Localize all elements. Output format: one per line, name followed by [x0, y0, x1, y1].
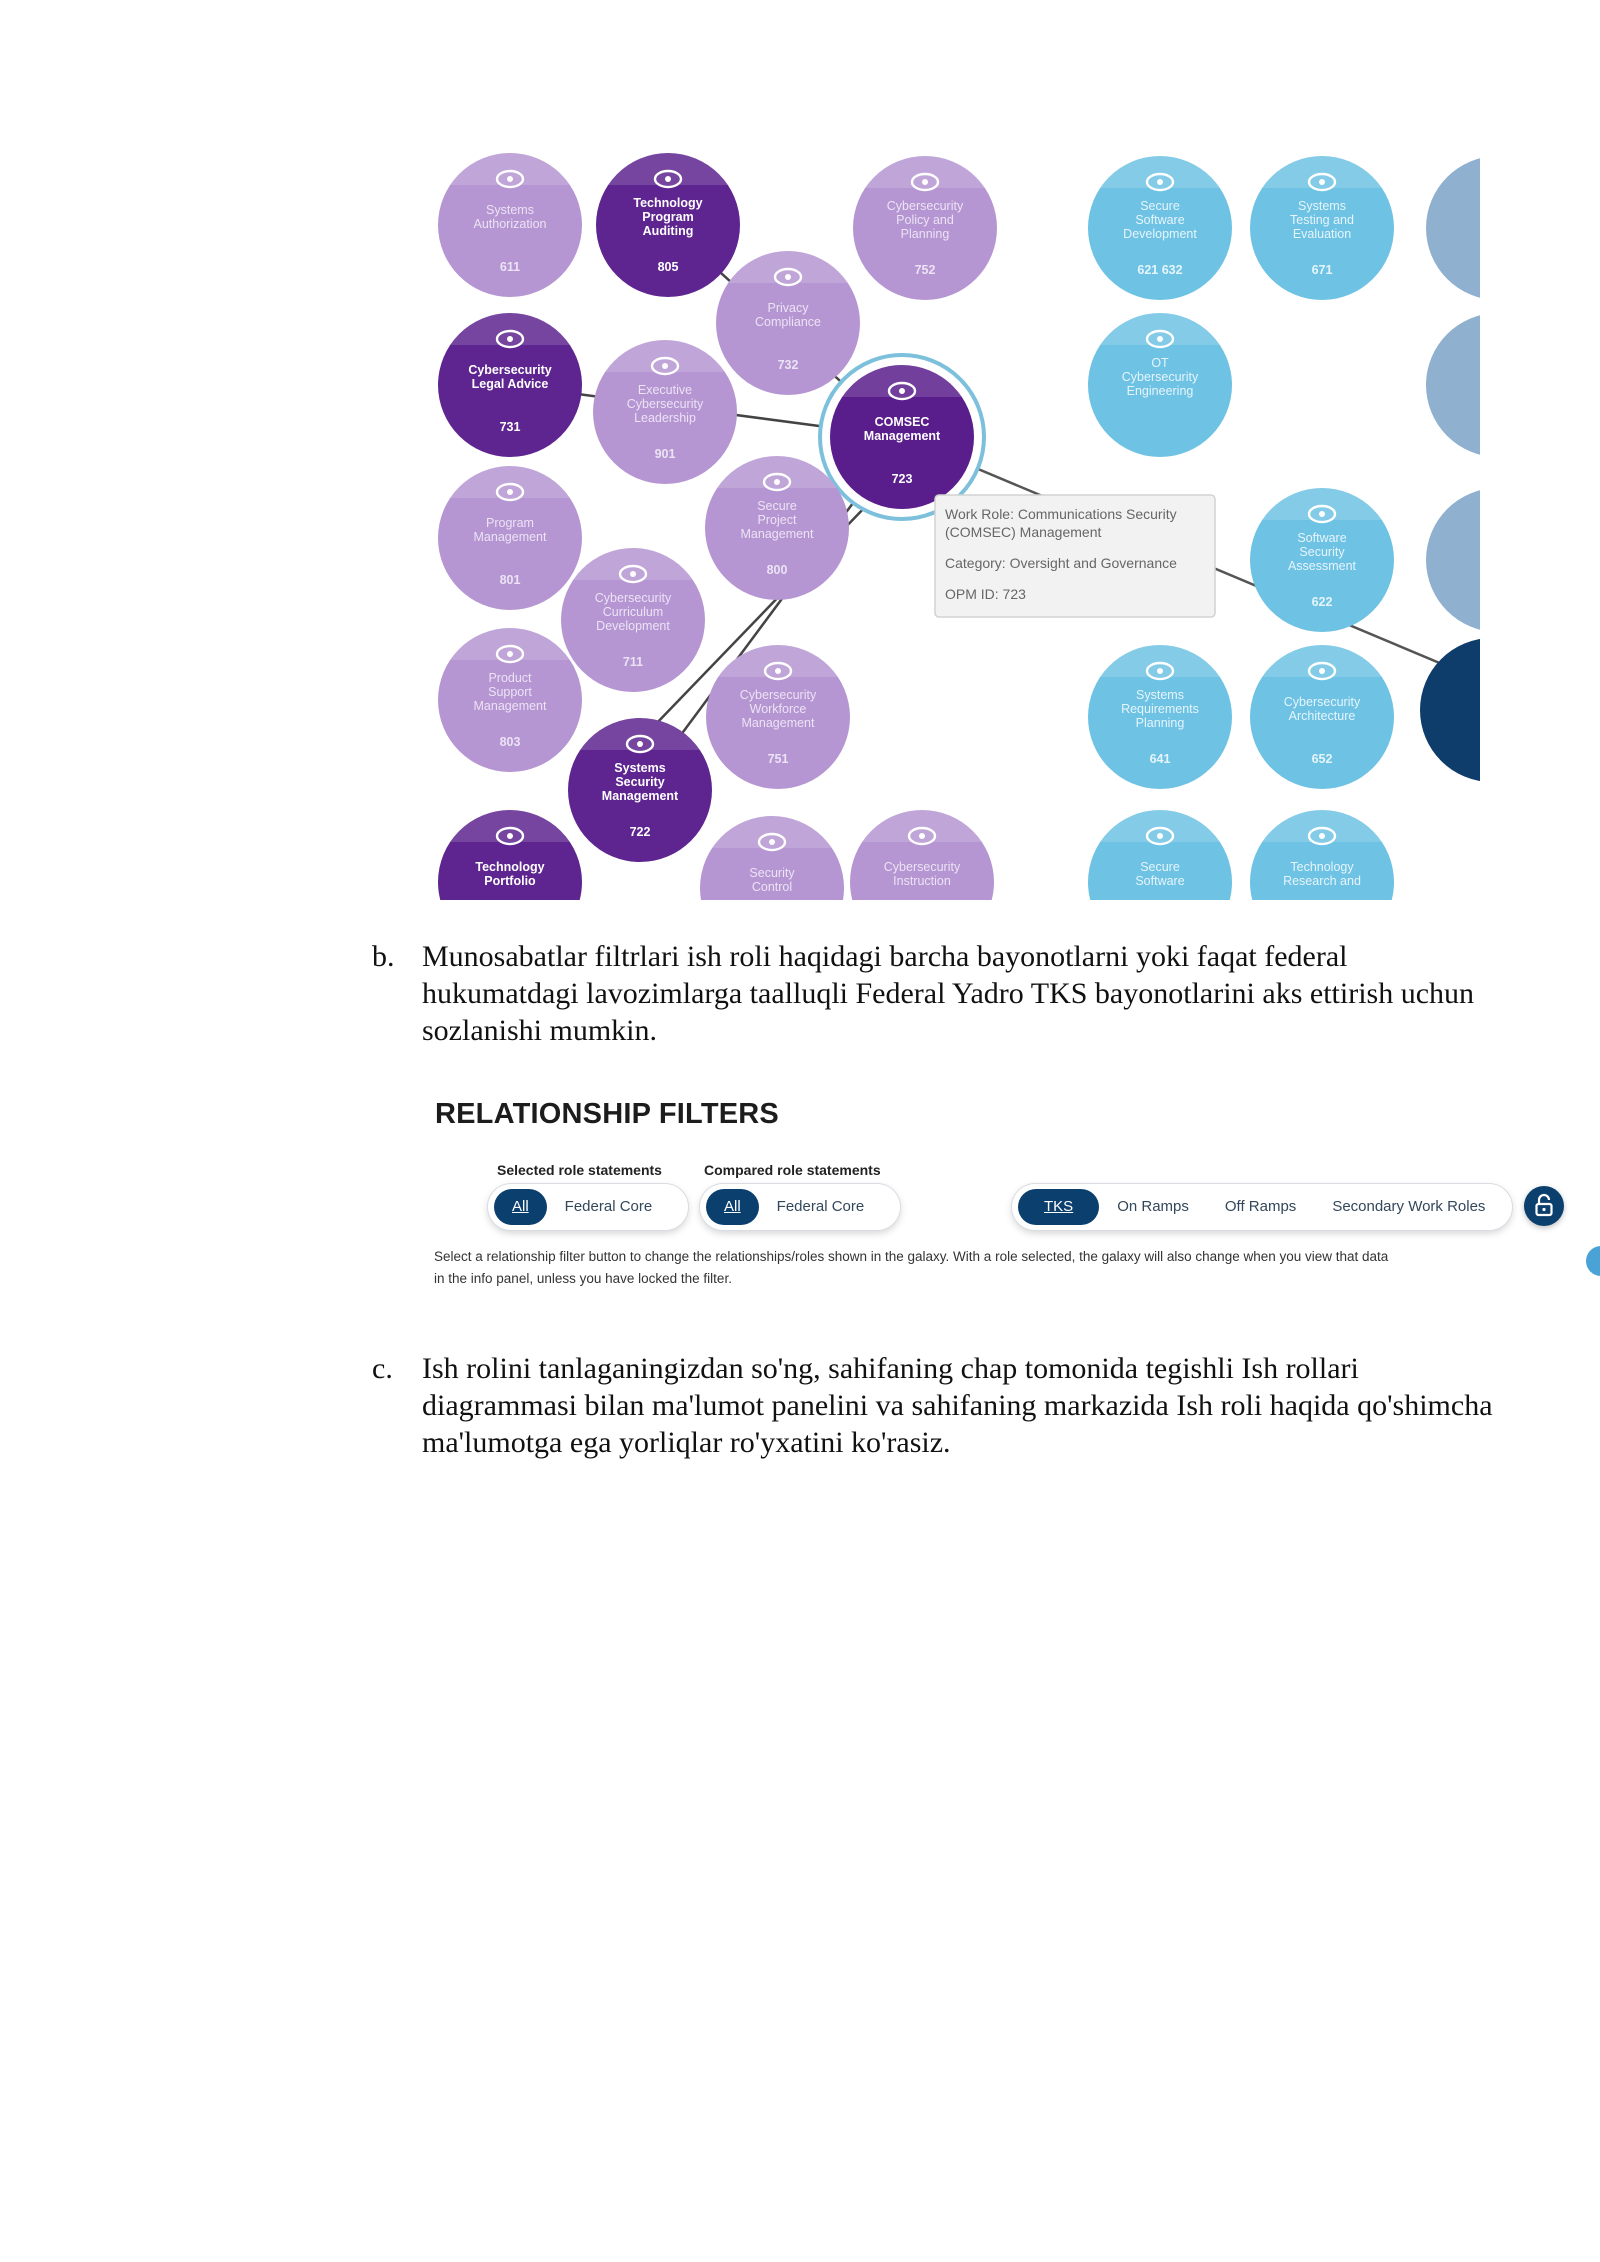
node-name: Secure [1140, 860, 1180, 874]
tooltip-line1: Work Role: Communications Security [945, 506, 1177, 522]
role-icon-center [769, 839, 775, 845]
node-id: 722 [629, 825, 651, 839]
galaxy-node-cybersecurity-policy-and-planning[interactable] [853, 156, 997, 300]
node-name: Evaluation [1292, 227, 1352, 241]
on-ramps-button[interactable]: On Ramps [1117, 1198, 1189, 1215]
node-name: Cybersecurity [739, 688, 817, 702]
node-name: Testing and [1290, 213, 1354, 227]
node-name: Product [488, 671, 532, 685]
paragraph-b-text: Munosabatlar filtrlari ish roli haqidagi barcha bayonotlarni yoki faqat federal hukumatdagi lavozimlarga taalluqli Federal Yadro TKS bayonotlarini aks ettirish uchun sozlanishi mumkin. [422, 940, 1475, 1047]
node-name: Instruction [893, 874, 951, 888]
node-name: Cybersecurity [626, 397, 704, 411]
node-id: 671 [1311, 263, 1333, 277]
galaxy-node-offscreen[interactable] [1426, 156, 1480, 300]
node-name: Authorization [473, 217, 547, 231]
node-id: 805 [657, 260, 679, 274]
galaxy-node-secure-software[interactable] [1088, 810, 1232, 900]
galaxy-node-systems-testing-and-evaluation[interactable] [1250, 156, 1394, 300]
node-name: Software [1135, 213, 1185, 227]
role-icon-center [507, 176, 513, 182]
galaxy-node-security-control[interactable] [700, 816, 844, 900]
node-id: 621 632 [1137, 263, 1183, 277]
galaxy-node-systems-security-management[interactable] [568, 718, 712, 862]
galaxy-node-systems-authorization[interactable] [438, 153, 582, 297]
node-name: Legal Advice [471, 377, 549, 391]
role-icon-center [1319, 511, 1325, 517]
node-name: Technology [475, 860, 545, 874]
paragraph-c-text: Ish rolini tanlaganingizdan so'ng, sahifaning chap tomonida tegishli Ish rollari diagrammasi bilan ma'lumot panelini va sahifaning markazida Ish roli haqida qo'shimcha ma'lumotga ega yorliqlar ro'yxatini ko'rasiz. [422, 1352, 1493, 1459]
node-name: Compliance [754, 315, 822, 329]
role-icon-center [507, 489, 513, 495]
role-icon-center [785, 274, 791, 280]
role-icon-center [1319, 833, 1325, 839]
role-icon-center [630, 571, 636, 577]
node-name: Architecture [1288, 709, 1356, 723]
node-name: Management [863, 429, 941, 443]
node-name: Security [615, 775, 665, 789]
node-name: COMSEC [874, 415, 930, 429]
filters-help-text [434, 1246, 1600, 1290]
node-id: 611 [499, 260, 521, 274]
selected-federal-core-button[interactable]: Federal Core [564, 1198, 653, 1215]
node-name: Management [473, 699, 547, 713]
node-id: 652 [1311, 752, 1333, 766]
compared-statements-toggle [700, 1184, 900, 1230]
tooltip-line3: Category: Oversight and Governance [945, 555, 1177, 571]
galaxy-node-systems-requirements-planning[interactable] [1088, 645, 1232, 789]
node-name: Planning [900, 227, 950, 241]
node-name: Engineering [1126, 384, 1194, 398]
role-icon-center [507, 833, 513, 839]
selected-all-button[interactable]: All [494, 1189, 547, 1225]
relationship-type-toggle [1012, 1184, 1512, 1230]
galaxy-node-cybersecurity-workforce-management[interactable] [706, 645, 850, 789]
galaxy-node-cybersecurity-curriculum-development[interactable] [561, 548, 705, 692]
role-icon-center [507, 651, 513, 657]
selected-statements-toggle [488, 1184, 688, 1230]
lock-filter-button[interactable] [1524, 1186, 1564, 1226]
node-name: Cybersecurity [883, 860, 961, 874]
relationship-filters-panel [420, 1090, 1600, 1305]
node-name: Workforce [749, 702, 807, 716]
node-name: Development [596, 619, 670, 633]
node-id: 751 [767, 752, 789, 766]
galaxy-node-ot-cybersecurity-engineering[interactable] [1088, 313, 1232, 457]
galaxy-node-technology-portfolio[interactable] [438, 810, 582, 900]
node-name: Control [751, 880, 793, 894]
node-name: Cybersecurity [468, 363, 552, 377]
work-role-galaxy [420, 140, 1480, 900]
node-id: 901 [654, 447, 676, 461]
galaxy-node-cybersecurity-architecture[interactable] [1250, 645, 1394, 789]
node-name: Cybersecurity [1283, 695, 1361, 709]
compared-all-button[interactable]: All [706, 1189, 759, 1225]
node-name: Systems [1136, 688, 1184, 702]
filters-help-line2: in the info panel, unless you have locked the filter. [434, 1271, 732, 1286]
role-icon-center [1157, 668, 1163, 674]
node-name: Cybersecurity [1121, 370, 1199, 384]
node-name: Privacy [767, 301, 809, 315]
galaxy-node-program-management[interactable] [438, 466, 582, 610]
tooltip-line2: (COMSEC) Management [945, 524, 1102, 540]
node-name: Management [740, 527, 814, 541]
filters-title: RELATIONSHIP FILTERS [435, 1098, 779, 1130]
node-name: Support [488, 685, 532, 699]
tooltip-line4: OPM ID: 723 [945, 586, 1026, 602]
node-id: 711 [622, 655, 644, 669]
galaxy-node-offscreen[interactable] [1426, 488, 1480, 632]
tks-button[interactable]: TKS [1018, 1189, 1099, 1225]
selected-role-statements-label: Selected role statements [497, 1162, 662, 1178]
node-id: 800 [766, 563, 788, 577]
role-icon-center [774, 479, 780, 485]
filters-help-line1: Select a relationship filter button to change the relationships/roles shown in the galaxy. With a role selected, the galaxy will also change when you view that data [434, 1249, 1389, 1264]
node-name: Research and [1283, 874, 1361, 888]
node-name: Security [1299, 545, 1345, 559]
galaxy-node-product-support-management[interactable] [438, 628, 582, 772]
node-name: Secure [1140, 199, 1180, 213]
node-name: Program [486, 516, 534, 530]
galaxy-diagram [420, 140, 1480, 900]
galaxy-node-software-security-assessment[interactable] [1250, 488, 1394, 632]
node-id: 801 [499, 573, 521, 587]
role-icon-center [637, 741, 643, 747]
role-tooltip [935, 495, 1215, 617]
node-id: 622 [1311, 595, 1333, 609]
compared-federal-core-button[interactable]: Federal Core [776, 1198, 865, 1215]
role-icon-center [1319, 179, 1325, 185]
node-name: Development [1123, 227, 1197, 241]
node-name: Planning [1135, 716, 1185, 730]
node-name: Assessment [1287, 559, 1357, 573]
role-icon-center [899, 388, 905, 394]
galaxy-node-cybersecurity-instruction[interactable] [850, 810, 994, 900]
node-name: Auditing [642, 224, 694, 238]
node-name: Cybersecurity [886, 199, 964, 213]
node-name: Policy and [896, 213, 954, 227]
role-icon-center [922, 179, 928, 185]
node-name: Project [757, 513, 797, 527]
role-icon-center [1319, 668, 1325, 674]
list-marker-c: c. [372, 1352, 393, 1385]
node-name: Requirements [1121, 702, 1199, 716]
node-name: Leadership [634, 411, 696, 425]
node-name: Technology [633, 196, 703, 210]
node-name: OT [1151, 356, 1169, 370]
node-id: 641 [1149, 752, 1171, 766]
galaxy-node-offscreen[interactable] [1426, 313, 1480, 457]
node-name: Systems [486, 203, 534, 217]
role-icon-center [919, 833, 925, 839]
off-ramps-button[interactable]: Off Ramps [1224, 1198, 1297, 1215]
node-id: 803 [499, 735, 521, 749]
role-icon-center [1157, 336, 1163, 342]
galaxy-node-technology-research-and[interactable] [1250, 810, 1394, 900]
role-icon-center [507, 336, 513, 342]
galaxy-node-technology-program-auditing[interactable] [596, 153, 740, 297]
node-name: Secure [757, 499, 797, 513]
galaxy-node-executive-cybersecurity-leadership[interactable] [593, 340, 737, 484]
galaxy-node-secure-project-management[interactable] [705, 456, 849, 600]
node-id: 752 [914, 263, 936, 277]
list-marker-b: b. [372, 940, 395, 973]
node-name: Executive [637, 383, 693, 397]
unlock-icon [1524, 1186, 1564, 1226]
node-id: 723 [891, 472, 913, 486]
role-icon-center [662, 363, 668, 369]
node-name: Management [741, 716, 815, 730]
node-name: Management [473, 530, 547, 544]
compared-role-statements-label: Compared role statements [704, 1162, 881, 1178]
galaxy-node-privacy-compliance[interactable] [716, 251, 860, 395]
galaxy-node-cybersecurity-legal-advice[interactable] [438, 313, 582, 457]
node-name: Systems [1298, 199, 1346, 213]
galaxy-node-secure-software-development[interactable] [1088, 156, 1232, 300]
role-icon-center [665, 176, 671, 182]
node-id: 731 [499, 420, 521, 434]
node-name: Management [601, 789, 679, 803]
node-name: Portfolio [484, 874, 536, 888]
node-name: Software [1135, 874, 1185, 888]
node-name: Security [749, 866, 795, 880]
node-name: Program [642, 210, 694, 224]
role-icon-center [775, 668, 781, 674]
node-name: Systems [614, 761, 666, 775]
role-icon-center [1157, 179, 1163, 185]
secondary-work-roles-button[interactable]: Secondary Work Roles [1332, 1198, 1486, 1215]
node-name: Cybersecurity [594, 591, 672, 605]
node-name: Curriculum [602, 605, 664, 619]
node-id: 732 [777, 358, 799, 372]
role-icon-center [1157, 833, 1163, 839]
node-name: Technology [1290, 860, 1354, 874]
node-name: Software [1297, 531, 1347, 545]
